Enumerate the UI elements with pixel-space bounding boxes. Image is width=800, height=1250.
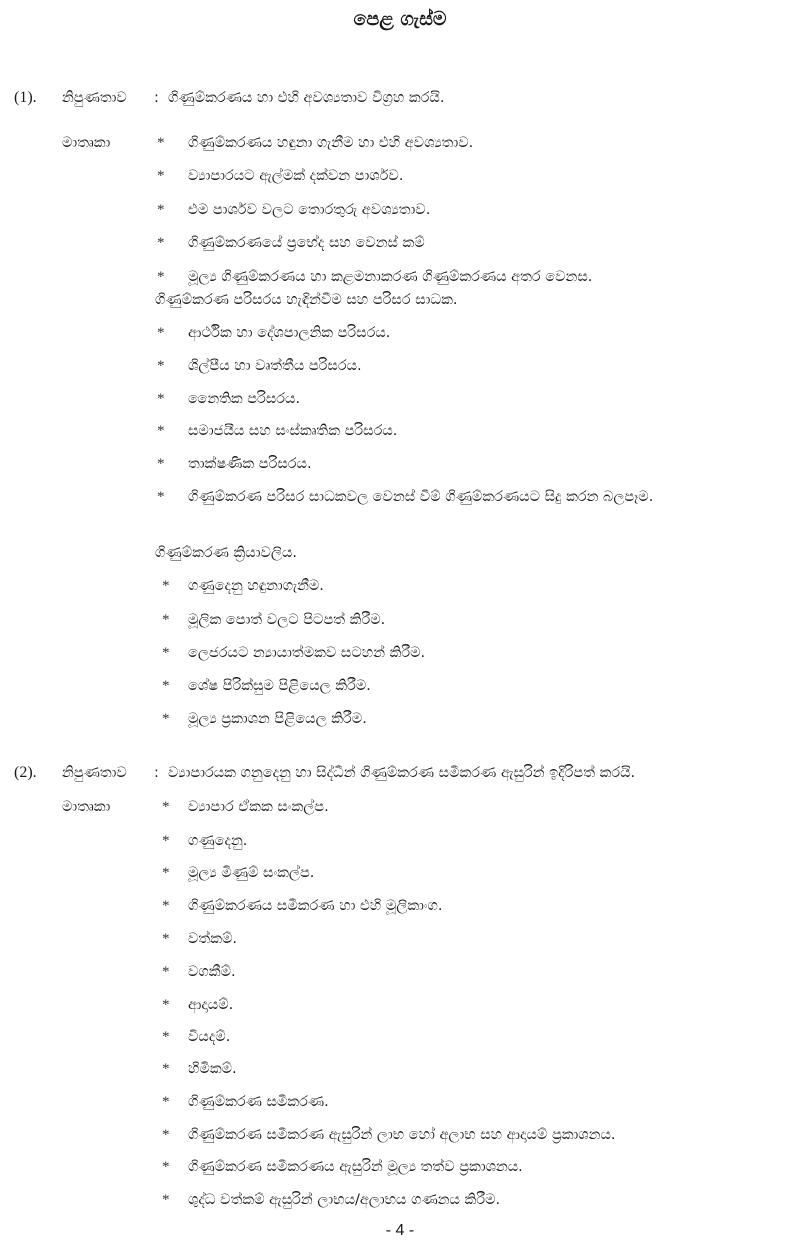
bullet: * xyxy=(162,1094,170,1110)
bullet: * xyxy=(162,865,170,881)
bullet: * xyxy=(157,391,165,407)
list-item: ගිණුම්කරණයේ ප්‍රභේද සහ වෙනස් කම් xyxy=(188,235,425,251)
list-item: ගිණුම්කරණ සමීකරණය ඇසුරින් මූල්‍ය තත්ව ප්‍රකාශනය. xyxy=(188,1159,523,1175)
list-item: ගිණුම්කරණ සමීකරණ ඇසුරින් ලාභ හෝ අලාභ සහ ආදායම් ප්‍රකාශනය. xyxy=(188,1127,616,1143)
bullet: * xyxy=(162,711,170,727)
list-item: ආදායම්. xyxy=(188,997,234,1013)
group-heading: ගිණුම්කරණ ක්‍රියාවලිය. xyxy=(155,545,297,561)
bullet: * xyxy=(157,202,165,218)
list-item: නෛතික පරිසරය. xyxy=(188,391,301,407)
list-item: ශේෂ පිරික්සුම පිළියෙල කිරීම. xyxy=(188,678,371,694)
list-item: එම පාර්ශව වලට තොරතුරු අවශ්‍යතාව. xyxy=(188,202,431,218)
section-2-topics-label: මාතෘකා xyxy=(62,799,111,815)
bullet: * xyxy=(157,135,165,151)
section-2-number: (2). xyxy=(14,764,37,781)
section-1-number: (1). xyxy=(14,89,37,106)
list-item: ශිල්පීය හා වෘත්තීය පරිසරය. xyxy=(188,358,362,374)
bullet: * xyxy=(162,997,170,1013)
section-1-competency-label: නිපුණතාව xyxy=(62,90,127,106)
list-item: ලෙජරයට න්‍යායාත්මකව සටහන් කිරීම. xyxy=(188,645,426,661)
page-title: පෙළ ගැස්ම xyxy=(353,8,447,30)
section-2-competency-label: නිපුණතාව xyxy=(62,765,127,781)
list-item: මූලික පොත් වලට පිටපත් කිරීම. xyxy=(188,612,386,628)
bullet: * xyxy=(162,678,170,694)
bullet: * xyxy=(157,358,165,374)
bullet: * xyxy=(157,168,165,184)
bullet: * xyxy=(162,1192,170,1208)
list-item: ව්‍යාපාර ඒකක සංකල්ප. xyxy=(188,799,329,815)
page-number: - 4 - xyxy=(385,1222,415,1239)
bullet: * xyxy=(162,645,170,661)
bullet: * xyxy=(157,489,165,505)
list-item: ආර්ථික හා දේශපාලනික පරිසරය. xyxy=(188,325,391,341)
section-2-competency: ව්‍යාපාරයක ගනුදෙනු හා සිද්ධීන් ගිණුම්කරණ සමීකරණ ඇසුරින් ඉදිරිපත් කරයි. xyxy=(168,765,636,781)
bullet: * xyxy=(157,269,165,285)
list-item: වියදම්. xyxy=(188,1029,231,1045)
bullet: * xyxy=(162,964,170,980)
bullet: * xyxy=(157,456,165,472)
bullet: * xyxy=(162,799,170,815)
list-item: මූල්‍ය ප්‍රකාශන පිළියෙල කිරීම. xyxy=(188,711,367,727)
list-item: වත්කම්. xyxy=(188,931,238,947)
section-2-competency-sep: : xyxy=(154,765,159,781)
list-item: ගණුදෙනු. xyxy=(188,833,248,849)
bullet: * xyxy=(162,578,170,594)
list-item: හිමිකම්. xyxy=(188,1061,237,1077)
list-item: සමාජයීය සහ සංස්කෘතික පරිසරය. xyxy=(188,423,398,439)
bullet: * xyxy=(162,1127,170,1143)
bullet: * xyxy=(162,612,170,628)
list-item: ව්‍යාපාරයට ඇල්මක් දක්වන පාර්ශව. xyxy=(188,168,404,184)
bullet: * xyxy=(162,1029,170,1045)
bullet: * xyxy=(162,931,170,947)
list-item: ගිණුම්කරණය සමීකරණ හා එහි මූලිකාංග. xyxy=(188,898,443,914)
list-item: ගිණුම්කරණ පරිසර සාධකවල වෙනස් වීම් ගිණුම්කරණයට සිදු කරන බලපෑම. xyxy=(188,489,654,505)
bullet: * xyxy=(162,1061,170,1077)
section-1-topics-label: මාතෘකා xyxy=(62,135,111,151)
bullet: * xyxy=(157,325,165,341)
list-item: ගිණුම්කරණ සමීකරණ. xyxy=(188,1094,329,1110)
section-1-competency-sep: : xyxy=(154,90,159,106)
list-item: ශුද්ධ වත්කම් ඇසුරින් ලාභය/අලාභය ගණනය කිරීම. xyxy=(188,1192,501,1208)
group-heading: ගිණුම්කරණ පරිසරය හැඳින්වීම සහ පරිසර සාධක. xyxy=(155,292,458,308)
list-item: ගණුදෙනු හඳුනාගැනීම. xyxy=(188,578,324,594)
list-item: ගිණුම්කරණය හඳුනා ගැනීම හා එහි අවශ්‍යතාව. xyxy=(188,135,474,151)
list-item: වගකීම්. xyxy=(188,964,236,980)
list-item: තාක්ෂණික පරිසරය. xyxy=(188,456,312,472)
bullet: * xyxy=(157,423,165,439)
bullet: * xyxy=(162,833,170,849)
bullet: * xyxy=(162,1159,170,1175)
section-1-competency: ගිණුම්කරණය හා එහි අවශ්‍යතාව විග්‍රහ කරයි. xyxy=(168,90,445,106)
list-item: මූල්‍ය මිණුම් සංකල්ප. xyxy=(188,865,315,881)
bullet: * xyxy=(157,235,165,251)
list-item: මූල්‍ය ගිණුම්කරණය හා කළමනාකරණ ගිණුම්කරණය අතර වෙනස. xyxy=(188,269,593,285)
bullet: * xyxy=(162,898,170,914)
